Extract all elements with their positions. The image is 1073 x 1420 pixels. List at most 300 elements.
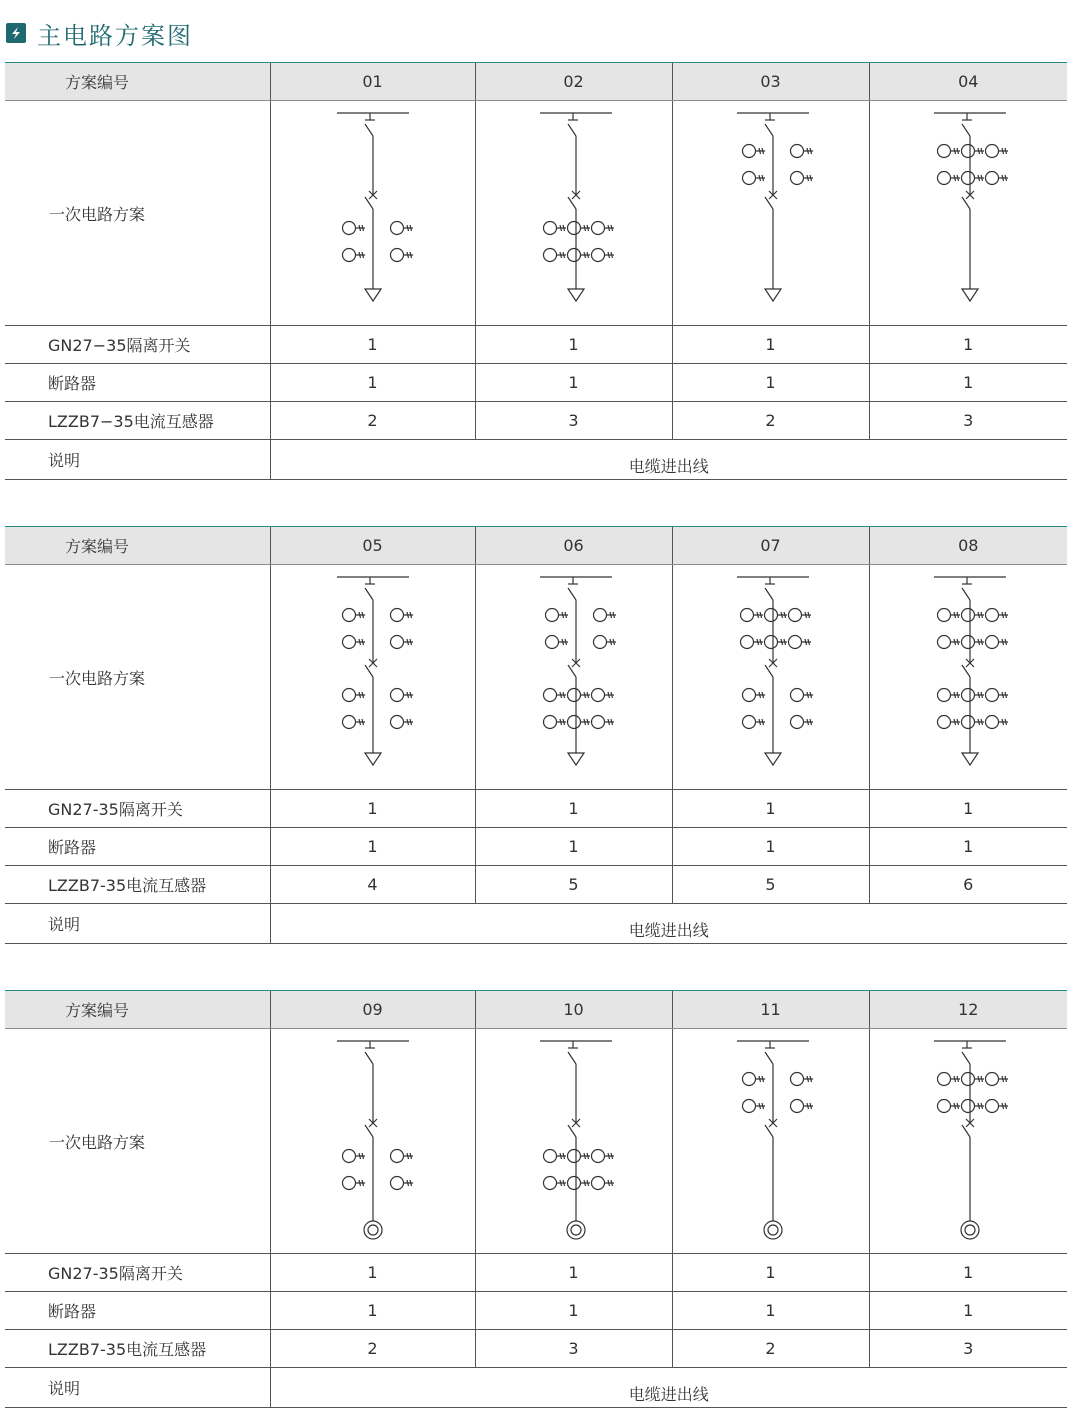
current-transformer-symbol	[790, 145, 803, 158]
ct-secondary-mark	[999, 148, 1008, 154]
current-transformer-symbol	[790, 689, 803, 702]
ct-secondary-mark	[951, 148, 960, 154]
ground-arrow	[568, 753, 584, 765]
ct-secondary-mark	[804, 148, 813, 154]
row-value: 1	[475, 790, 672, 828]
ct-secondary-mark	[999, 639, 1008, 645]
current-transformer-symbol	[342, 1177, 355, 1190]
current-transformer-symbol	[788, 609, 801, 622]
scheme-number: 11	[672, 991, 869, 1029]
row-value: 3	[869, 402, 1067, 440]
current-transformer-symbol	[390, 716, 403, 729]
cable-terminal-inner	[965, 1225, 975, 1235]
ct-secondary-mark	[605, 719, 614, 725]
ct-secondary-mark	[975, 639, 984, 645]
ct-secondary-mark	[975, 1103, 984, 1109]
ct-secondary-mark	[951, 612, 960, 618]
row-value: 1	[475, 828, 672, 866]
ct-secondary-mark	[356, 719, 365, 725]
current-transformer-symbol	[985, 716, 998, 729]
circuit-diagram	[476, 567, 676, 787]
ct-secondary-mark	[804, 719, 813, 725]
ct-secondary-mark	[778, 639, 787, 645]
current-transformer-symbol	[390, 222, 403, 235]
breaker-row	[5, 828, 1067, 866]
ct-secondary-mark	[999, 175, 1008, 181]
current-transformer-symbol	[985, 145, 998, 158]
scheme-number: 08	[869, 527, 1067, 565]
current-transformer-symbol	[543, 689, 556, 702]
row-value: 1	[869, 790, 1067, 828]
row-value: 1	[869, 326, 1067, 364]
current-transformer-symbol	[342, 636, 355, 649]
current-transformer-row	[5, 866, 1067, 904]
current-transformer-symbol	[985, 1073, 998, 1086]
current-transformer-row	[5, 402, 1067, 440]
cable-terminal-inner	[768, 1225, 778, 1235]
ct-secondary-mark	[804, 692, 813, 698]
scheme-number: 01	[270, 63, 475, 101]
diagram-label: 一次电路方案	[5, 1029, 270, 1254]
ct-secondary-mark	[356, 1180, 365, 1186]
diagram-cell	[270, 1029, 475, 1254]
ct-secondary-mark	[756, 719, 765, 725]
scheme-number: 03	[672, 63, 869, 101]
ct-secondary-mark	[951, 1076, 960, 1082]
ct-secondary-mark	[605, 1153, 614, 1159]
scheme-number: 02	[475, 63, 672, 101]
current-transformer-symbol	[567, 249, 580, 262]
row-value: 1	[672, 1292, 869, 1330]
ground-arrow	[962, 753, 978, 765]
scheme-number: 12	[869, 991, 1067, 1029]
current-transformer-symbol	[567, 716, 580, 729]
cable-terminal-outer	[364, 1221, 382, 1239]
ct-secondary-mark	[756, 1103, 765, 1109]
diagram-cell	[869, 565, 1067, 790]
scheme-number: 04	[869, 63, 1067, 101]
current-transformer-symbol	[985, 636, 998, 649]
ct-secondary-mark	[999, 612, 1008, 618]
diagram-row	[5, 565, 1067, 790]
current-transformer-symbol	[390, 609, 403, 622]
ct-secondary-mark	[975, 692, 984, 698]
circuit-diagram	[870, 567, 1070, 787]
scheme-section-3	[5, 990, 1067, 1405]
ct-secondary-mark	[356, 639, 365, 645]
title-text: 主电路方案图	[37, 21, 193, 50]
disconnector-row	[5, 790, 1067, 828]
current-transformer-symbol	[961, 609, 974, 622]
header-label: 方案编号	[5, 63, 270, 101]
ct-secondary-mark	[754, 612, 763, 618]
current-transformer-symbol	[543, 222, 556, 235]
current-transformer-symbol	[543, 249, 556, 262]
row-label: GN27-35隔离开关	[5, 1254, 270, 1292]
circuit-diagram	[273, 1031, 473, 1251]
current-transformer-symbol	[390, 636, 403, 649]
diagram-cell	[270, 101, 475, 326]
scheme-section-2	[5, 526, 1067, 941]
ct-secondary-mark	[581, 1180, 590, 1186]
scheme-number: 07	[672, 527, 869, 565]
header-label: 方案编号	[5, 991, 270, 1029]
ct-secondary-mark	[557, 225, 566, 231]
ct-secondary-mark	[356, 612, 365, 618]
current-transformer-symbol	[961, 172, 974, 185]
ct-secondary-mark	[804, 1076, 813, 1082]
current-transformer-symbol	[390, 1150, 403, 1163]
ct-secondary-mark	[557, 252, 566, 258]
diagram-label: 一次电路方案	[5, 101, 270, 326]
ct-secondary-mark	[756, 692, 765, 698]
disconnector-blade	[962, 124, 970, 136]
circuit-diagram	[870, 1031, 1070, 1251]
row-label: 断路器	[5, 364, 270, 402]
row-value: 1	[475, 364, 672, 402]
row-value: 1	[270, 1254, 475, 1292]
current-transformer-symbol	[985, 609, 998, 622]
current-transformer-symbol	[937, 689, 950, 702]
current-transformer-symbol	[591, 249, 604, 262]
cable-terminal-outer	[764, 1221, 782, 1239]
row-value: 3	[475, 402, 672, 440]
current-transformer-symbol	[742, 172, 755, 185]
note-value: 电缆进出线	[270, 904, 1067, 944]
current-transformer-symbol	[342, 249, 355, 262]
current-transformer-symbol	[545, 609, 558, 622]
cable-terminal-inner	[368, 1225, 378, 1235]
ct-secondary-mark	[404, 252, 413, 258]
current-transformer-symbol	[961, 636, 974, 649]
current-transformer-symbol	[390, 249, 403, 262]
row-value: 1	[270, 1292, 475, 1330]
current-transformer-symbol	[342, 222, 355, 235]
disconnector-blade	[365, 588, 373, 600]
row-value: 2	[672, 402, 869, 440]
row-value: 1	[869, 1292, 1067, 1330]
diagram-cell	[475, 1029, 672, 1254]
ground-arrow	[962, 289, 978, 301]
ct-secondary-mark	[975, 612, 984, 618]
ct-secondary-mark	[951, 1103, 960, 1109]
ct-secondary-mark	[804, 1103, 813, 1109]
ct-secondary-mark	[404, 719, 413, 725]
row-value: 4	[270, 866, 475, 904]
row-value: 3	[869, 1330, 1067, 1368]
ct-secondary-mark	[404, 639, 413, 645]
current-transformer-symbol	[591, 222, 604, 235]
diagram-cell	[475, 565, 672, 790]
row-label: 断路器	[5, 1292, 270, 1330]
current-transformer-symbol	[937, 145, 950, 158]
row-label: GN27-35隔离开关	[5, 790, 270, 828]
disconnector-blade	[765, 1052, 773, 1064]
current-transformer-symbol	[961, 716, 974, 729]
row-label: 断路器	[5, 828, 270, 866]
current-transformer-symbol	[937, 1100, 950, 1113]
cable-terminal-inner	[571, 1225, 581, 1235]
disconnector-blade	[765, 588, 773, 600]
note-label: 说明	[5, 904, 270, 944]
current-transformer-symbol	[764, 636, 777, 649]
ct-secondary-mark	[951, 639, 960, 645]
ct-secondary-mark	[756, 148, 765, 154]
current-transformer-symbol	[591, 716, 604, 729]
current-transformer-symbol	[545, 636, 558, 649]
ct-secondary-mark	[581, 225, 590, 231]
ct-secondary-mark	[756, 1076, 765, 1082]
scheme-section-1	[5, 62, 1067, 477]
disconnector-blade	[765, 124, 773, 136]
note-label: 说明	[5, 440, 270, 480]
scheme-table	[5, 62, 1067, 480]
row-value: 1	[869, 1254, 1067, 1292]
row-value: 1	[270, 790, 475, 828]
circuit-diagram	[273, 103, 473, 323]
ct-secondary-mark	[802, 639, 811, 645]
current-transformer-symbol	[790, 716, 803, 729]
ct-secondary-mark	[404, 612, 413, 618]
row-value: 1	[270, 828, 475, 866]
row-value: 1	[270, 364, 475, 402]
current-transformer-symbol	[764, 609, 777, 622]
ct-secondary-mark	[804, 175, 813, 181]
header-row	[5, 991, 1067, 1029]
row-value: 3	[475, 1330, 672, 1368]
row-value: 1	[270, 326, 475, 364]
disconnector-blade	[568, 1052, 576, 1064]
row-value: 1	[475, 1292, 672, 1330]
current-transformer-symbol	[937, 1073, 950, 1086]
row-value: 5	[475, 866, 672, 904]
row-value: 1	[672, 1254, 869, 1292]
current-transformer-row	[5, 1330, 1067, 1368]
current-transformer-symbol	[937, 172, 950, 185]
disconnector-blade	[568, 588, 576, 600]
current-transformer-symbol	[742, 1100, 755, 1113]
current-transformer-symbol	[790, 1073, 803, 1086]
disconnector-blade	[568, 124, 576, 136]
current-transformer-symbol	[593, 636, 606, 649]
header-row	[5, 63, 1067, 101]
ct-secondary-mark	[607, 639, 616, 645]
current-transformer-symbol	[342, 716, 355, 729]
ct-secondary-mark	[802, 612, 811, 618]
lightning-icon	[6, 23, 26, 43]
ct-secondary-mark	[581, 1153, 590, 1159]
disconnector-row	[5, 326, 1067, 364]
current-transformer-symbol	[742, 1073, 755, 1086]
circuit-diagram	[476, 1031, 676, 1251]
row-value: 1	[672, 364, 869, 402]
ct-secondary-mark	[999, 1103, 1008, 1109]
diagram-cell	[869, 101, 1067, 326]
row-value: 1	[869, 828, 1067, 866]
current-transformer-symbol	[961, 145, 974, 158]
row-value: 5	[672, 866, 869, 904]
ct-secondary-mark	[975, 719, 984, 725]
ct-secondary-mark	[581, 692, 590, 698]
diagram-cell	[869, 1029, 1067, 1254]
ct-secondary-mark	[756, 175, 765, 181]
current-transformer-symbol	[985, 1100, 998, 1113]
current-transformer-symbol	[788, 636, 801, 649]
circuit-diagram	[273, 567, 473, 787]
current-transformer-symbol	[567, 222, 580, 235]
row-label: LZZB7-35电流互感器	[5, 1330, 270, 1368]
row-value: 1	[672, 326, 869, 364]
ct-secondary-mark	[404, 692, 413, 698]
cable-terminal-outer	[961, 1221, 979, 1239]
note-label: 说明	[5, 1368, 270, 1408]
ct-secondary-mark	[557, 692, 566, 698]
current-transformer-symbol	[961, 1073, 974, 1086]
current-transformer-symbol	[937, 609, 950, 622]
note-row	[5, 1368, 1067, 1408]
scheme-table	[5, 990, 1067, 1408]
current-transformer-symbol	[985, 689, 998, 702]
ground-arrow	[568, 289, 584, 301]
ct-secondary-mark	[404, 225, 413, 231]
row-label: LZZB7-35电流互感器	[5, 866, 270, 904]
scheme-number: 10	[475, 991, 672, 1029]
ct-secondary-mark	[404, 1180, 413, 1186]
ct-secondary-mark	[605, 252, 614, 258]
ct-secondary-mark	[951, 175, 960, 181]
ct-secondary-mark	[605, 692, 614, 698]
scheme-table	[5, 526, 1067, 944]
diagram-label: 一次电路方案	[5, 565, 270, 790]
ct-secondary-mark	[605, 1180, 614, 1186]
ct-secondary-mark	[975, 175, 984, 181]
current-transformer-symbol	[567, 1177, 580, 1190]
current-transformer-symbol	[342, 609, 355, 622]
row-value: 1	[475, 326, 672, 364]
ct-secondary-mark	[607, 612, 616, 618]
ct-secondary-mark	[557, 1180, 566, 1186]
ct-secondary-mark	[754, 639, 763, 645]
current-transformer-symbol	[961, 1100, 974, 1113]
row-value: 6	[869, 866, 1067, 904]
diagram-cell	[475, 101, 672, 326]
current-transformer-symbol	[740, 636, 753, 649]
current-transformer-symbol	[591, 689, 604, 702]
ct-secondary-mark	[356, 692, 365, 698]
current-transformer-symbol	[742, 689, 755, 702]
scheme-number: 05	[270, 527, 475, 565]
ct-secondary-mark	[999, 719, 1008, 725]
diagram-cell	[270, 565, 475, 790]
row-label: LZZB7−35电流互感器	[5, 402, 270, 440]
current-transformer-symbol	[390, 689, 403, 702]
ct-secondary-mark	[557, 1153, 566, 1159]
row-value: 2	[270, 1330, 475, 1368]
scheme-number: 09	[270, 991, 475, 1029]
ct-secondary-mark	[404, 1153, 413, 1159]
current-transformer-symbol	[591, 1177, 604, 1190]
ct-secondary-mark	[975, 148, 984, 154]
current-transformer-symbol	[740, 609, 753, 622]
header-row	[5, 527, 1067, 565]
row-value: 1	[672, 828, 869, 866]
current-transformer-symbol	[937, 636, 950, 649]
row-value: 1	[672, 790, 869, 828]
disconnector-blade	[962, 1052, 970, 1064]
ground-arrow	[765, 753, 781, 765]
ct-secondary-mark	[999, 692, 1008, 698]
diagram-row	[5, 101, 1067, 326]
ground-arrow	[365, 753, 381, 765]
disconnector-blade	[365, 1052, 373, 1064]
circuit-diagram	[673, 567, 873, 787]
row-value: 1	[475, 1254, 672, 1292]
page-title	[6, 16, 193, 50]
ct-secondary-mark	[778, 612, 787, 618]
circuit-diagram	[673, 103, 873, 323]
breaker-row	[5, 1292, 1067, 1330]
current-transformer-symbol	[567, 689, 580, 702]
disconnector-row	[5, 1254, 1067, 1292]
row-value: 2	[270, 402, 475, 440]
cable-terminal-outer	[567, 1221, 585, 1239]
ct-secondary-mark	[356, 225, 365, 231]
current-transformer-symbol	[591, 1150, 604, 1163]
ct-secondary-mark	[356, 252, 365, 258]
ct-secondary-mark	[557, 719, 566, 725]
diagram-cell	[672, 101, 869, 326]
disconnector-blade	[962, 588, 970, 600]
row-value: 1	[869, 364, 1067, 402]
current-transformer-symbol	[342, 689, 355, 702]
circuit-diagram	[870, 103, 1070, 323]
diagram-cell	[672, 1029, 869, 1254]
diagram-row	[5, 1029, 1067, 1254]
ct-secondary-mark	[581, 719, 590, 725]
ct-secondary-mark	[559, 612, 568, 618]
current-transformer-symbol	[742, 145, 755, 158]
current-transformer-symbol	[543, 1150, 556, 1163]
breaker-row	[5, 364, 1067, 402]
ct-secondary-mark	[975, 1076, 984, 1082]
disconnector-blade	[365, 124, 373, 136]
note-row	[5, 440, 1067, 480]
ct-secondary-mark	[951, 692, 960, 698]
ground-arrow	[365, 289, 381, 301]
diagram-cell	[672, 565, 869, 790]
current-transformer-symbol	[342, 1150, 355, 1163]
circuit-diagram	[476, 103, 676, 323]
ct-secondary-mark	[999, 1076, 1008, 1082]
note-value: 电缆进出线	[270, 1368, 1067, 1408]
current-transformer-symbol	[790, 1100, 803, 1113]
ct-secondary-mark	[951, 719, 960, 725]
ct-secondary-mark	[559, 639, 568, 645]
ct-secondary-mark	[356, 1153, 365, 1159]
row-value: 2	[672, 1330, 869, 1368]
current-transformer-symbol	[937, 716, 950, 729]
circuit-diagram	[673, 1031, 873, 1251]
ct-secondary-mark	[605, 225, 614, 231]
current-transformer-symbol	[961, 689, 974, 702]
note-value: 电缆进出线	[270, 440, 1067, 480]
current-transformer-symbol	[985, 172, 998, 185]
current-transformer-symbol	[742, 716, 755, 729]
ct-secondary-mark	[581, 252, 590, 258]
current-transformer-symbol	[593, 609, 606, 622]
current-transformer-symbol	[567, 1150, 580, 1163]
note-row	[5, 904, 1067, 944]
